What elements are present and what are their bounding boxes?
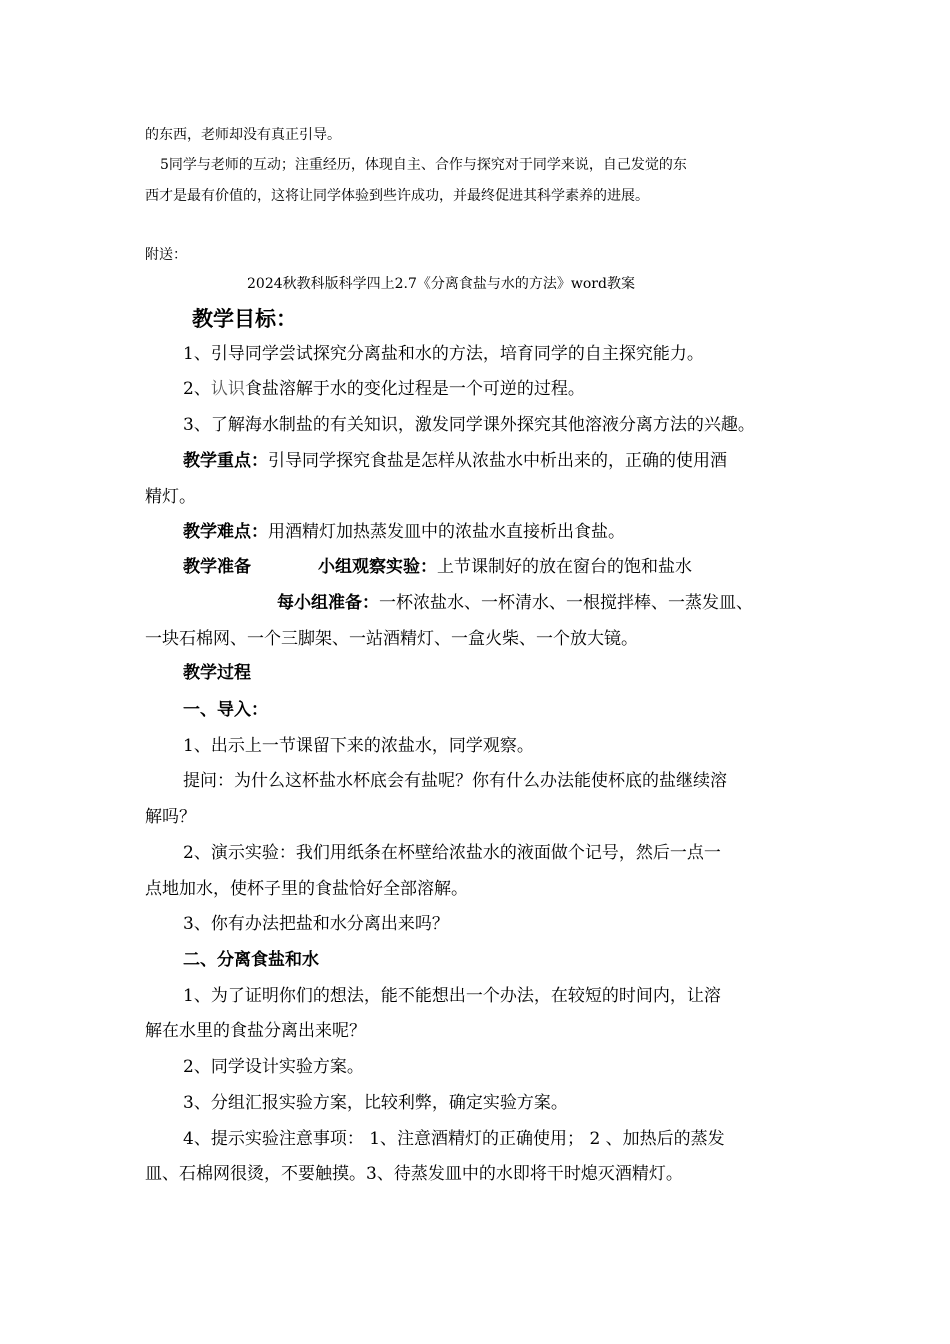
s1-paragraph-4: 3、你有办法把盐和水分离出来吗？ xyxy=(183,914,449,934)
section-1-heading: 一、导入： xyxy=(183,700,268,720)
goal-2-highlight: 认识 xyxy=(210,379,245,399)
s2-paragraph-1-cont: 解在水里的食盐分离出来呢？ xyxy=(145,1021,366,1041)
section-2-heading: 二、分离食盐和水 xyxy=(183,950,319,970)
goal-3: 3、了解海水制盐的有关知识，激发同学课外探究其他溶液分离方法的兴趣。 xyxy=(183,415,755,435)
goal-2-rest: 食盐溶解于水的变化过程是一个可逆的过程。 xyxy=(244,379,585,399)
prep-group-text: 上节课制好的放在窗台的饱和盐水 xyxy=(437,557,692,577)
s1-paragraph-3: 2、演示实验：我们用纸条在杯壁给浓盐水的液面做个记号，然后一点一 xyxy=(183,843,721,863)
goal-2 xyxy=(183,381,585,398)
prep-each-text: 一杯浓盐水、一杯清水、一根搅拌棒、一蒸发皿、 xyxy=(379,593,753,613)
intro-line-3: 西才是最有价值的，这将让同学体验到些许成功，并最终促进其科学素养的进展。 xyxy=(145,188,649,204)
focus-line-2: 精灯。 xyxy=(145,487,196,507)
focus-label: 教学重点： xyxy=(183,451,268,471)
difficulty-text: 用酒精灯加热蒸发皿中的浓盐水直接析出食盐。 xyxy=(268,522,625,542)
prep-each-label: 每小组准备： xyxy=(277,593,379,613)
s2-paragraph-4: 4、提示实验注意事项： 1、注意酒精灯的正确使用； 2 、加热后的蒸发 xyxy=(183,1129,725,1149)
goal-1: 1、引导同学尝试探究分离盐和水的方法，培育同学的自主探究能力。 xyxy=(183,344,704,364)
intro-line-2: 5同学与老师的互动；注重经历，体现自主、合作与探究对于同学来说，自己发觉的东 xyxy=(160,157,687,173)
s1-paragraph-2: 提问：为什么这杯盐水杯底会有盐呢？你有什么办法能使杯底的盐继续溶 xyxy=(183,771,727,791)
focus-line xyxy=(183,453,727,470)
prep-group-line xyxy=(318,559,692,576)
prep-group-label: 小组观察实验： xyxy=(318,557,437,577)
prep-each-line-2: 一块石棉网、一个三脚架、一站酒精灯、一盒火柴、一个放大镜。 xyxy=(145,629,638,649)
s2-paragraph-1: 1、为了证明你们的想法，能不能想出一个办法，在较短的时间内，让溶 xyxy=(183,986,721,1006)
focus-text: 引导同学探究食盐是怎样从浓盐水中析出来的，正确的使用酒 xyxy=(268,451,727,471)
difficulty-line xyxy=(183,524,625,541)
s2-paragraph-2: 2、同学设计实验方案。 xyxy=(183,1057,364,1077)
appendix-label: 附送： xyxy=(145,247,187,263)
s2-paragraph-4-cont: 皿、石棉网很烫，不要触摸。3、待蒸发皿中的水即将干时熄灭酒精灯。 xyxy=(145,1164,683,1184)
document-title: 2024秋教科版科学四上2.7《分离食盐与水的方法》word教案 xyxy=(247,276,635,292)
s2-paragraph-3: 3、分组汇报实验方案，比较利弊，确定实验方案。 xyxy=(183,1093,568,1113)
goal-2-prefix: 2、 xyxy=(183,379,211,399)
goals-heading: 教学目标： xyxy=(192,307,297,331)
s1-paragraph-3-cont: 点地加水，使杯子里的食盐恰好全部溶解。 xyxy=(145,879,468,899)
process-heading: 教学过程 xyxy=(183,663,251,683)
s1-paragraph-1: 1、出示上一节课留下来的浓盐水，同学观察。 xyxy=(183,736,534,756)
intro-line-1: 的东西，老师却没有真正引导。 xyxy=(145,127,341,143)
prep-each-line xyxy=(277,595,753,612)
s1-paragraph-2-cont: 解吗？ xyxy=(145,807,196,827)
prep-label: 教学准备 xyxy=(183,557,251,577)
difficulty-label: 教学难点： xyxy=(183,522,268,542)
